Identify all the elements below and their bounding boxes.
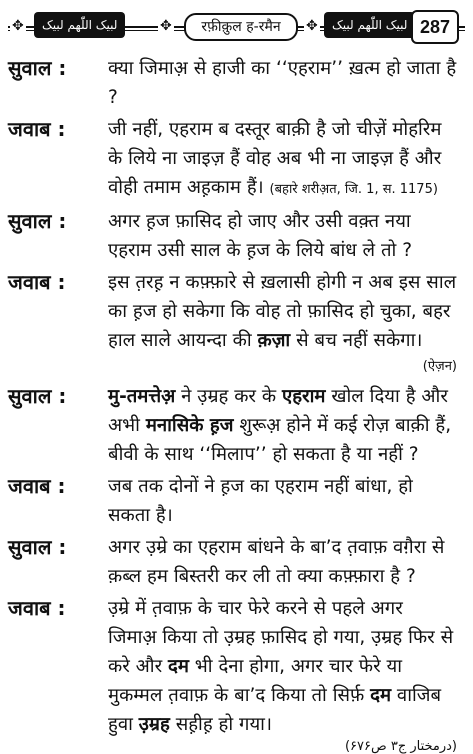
ornament-left-icon: ✥ — [12, 18, 24, 34]
citation: (ऐज़न) — [422, 359, 457, 374]
entry-label: सुवाल : — [8, 535, 67, 559]
text-run: जी नहीं, एहराम ब दस्तूर बाक़ी है जो चीज़ें मोहरिम के लिये ना जाइज़ हैं वोह अब भी ना जाइज़ हैं और वोही तमाम अह़काम हैं। — [108, 119, 442, 198]
entry-text — [108, 533, 457, 591]
entry-label: जवाब : — [8, 596, 66, 620]
entry-text — [108, 594, 457, 739]
text-run: से बच नहीं सकेगा। — [290, 330, 423, 351]
entry-text — [108, 382, 457, 469]
entry-text — [108, 115, 457, 204]
text-run: ने उ़म्रह कर के — [175, 386, 282, 407]
bold-term: दम — [370, 685, 392, 706]
text-run: सह़ीह़ हो गया। — [169, 714, 272, 735]
header-badge-left: لبیک اللّٰھم لبیک — [34, 12, 125, 38]
entry-label: जवाब : — [8, 117, 66, 141]
text-run: उ़म्रे में त़वाफ़ के चार फेरे करने से पहले अगर जिमाअ़ किया तो उ़म्रह फ़ासिद हो गया, उ़म्रह फिर से करे और — [108, 598, 454, 677]
text-run: खोल दिया है और अभी — [108, 386, 448, 436]
text-run: शुरूअ़ होने में कई रोज़ बाक़ी हैं, बीवी के साथ ‘‘मिलाप’’ हो सकता है या नहीं ? — [108, 415, 452, 465]
ornament-center-right-icon: ✥ — [306, 18, 318, 34]
text-run: क्या जिमाअ़ से हाजी का ‘‘एहराम’’ ख़त्म हो जाता है ? — [108, 58, 457, 108]
text-run: अगर उ़म्रे का एहराम बांधने के बा’द त़वाफ़ वग़ैरा से क़ब्ल हम बिस्तरी कर ली तो क्या कफ़्फ़ारा है ? — [108, 537, 445, 587]
page-title: रफ़ीक़ुल ह-रमैन — [184, 13, 298, 41]
bold-term: क़ज़ा — [257, 330, 291, 351]
bold-term: मु-तमत्तेअ़ — [108, 386, 176, 407]
answer-entry — [0, 268, 473, 379]
entry-text — [108, 472, 457, 530]
question-entry — [0, 207, 473, 265]
entry-text — [108, 54, 457, 112]
text-run: इस त़रह़ न कफ़्फ़ारे से ख़लासी होगी न अब इस साल का ह़ज हो सकेगा कि वोह तो फ़ासिद हो चुका, बहर हाल साले आयन्दा की — [108, 272, 457, 351]
entry-label: सुवाल : — [8, 209, 67, 233]
bold-term: दम — [168, 656, 189, 677]
entry-label: जवाब : — [8, 474, 66, 498]
page-number: 287 — [411, 10, 459, 44]
bold-term: एहराम — [281, 386, 326, 407]
entry-text — [108, 268, 457, 355]
bold-term: उ़म्रह — [138, 714, 170, 735]
text-run: वाजिब हुवा — [108, 685, 442, 735]
answer-entry — [0, 115, 473, 204]
answer-entry — [0, 594, 473, 754]
qa-content — [0, 54, 473, 754]
citation: (बहारे शरीअ़त, जि. 1, स. 1175) — [269, 182, 438, 197]
header-badge-right: لبیک اللّٰھم لبیک — [324, 12, 415, 38]
bold-term: मनासिके ह़ज — [145, 415, 234, 436]
entry-label: सुवाल : — [8, 56, 67, 80]
text-run: अगर ह़ज फ़ासिद हो जाए और उसी वक़्त नया एहराम उसी साल के ह़ज के लिये बांध ले तो ? — [108, 211, 413, 261]
entry-label: सुवाल : — [8, 384, 67, 408]
citation: (درمختار ج۳ ص۶۷۶) — [344, 739, 457, 754]
question-entry — [0, 54, 473, 112]
question-entry — [0, 533, 473, 591]
entry-text — [108, 207, 457, 265]
text-run: जब तक दोनों ने ह़ज का एहराम नहीं बांधा, हो सकता है। — [108, 476, 413, 526]
entry-label: जवाब : — [8, 270, 66, 294]
question-entry — [0, 382, 473, 469]
answer-entry — [0, 472, 473, 530]
running-header — [8, 6, 465, 48]
text-run: भी देना होगा, अगर चार फेरे या मुकम्मल त़वाफ़ के बा’द किया तो सिर्फ़ — [108, 656, 403, 706]
ornament-center-left-icon: ✥ — [160, 18, 172, 34]
